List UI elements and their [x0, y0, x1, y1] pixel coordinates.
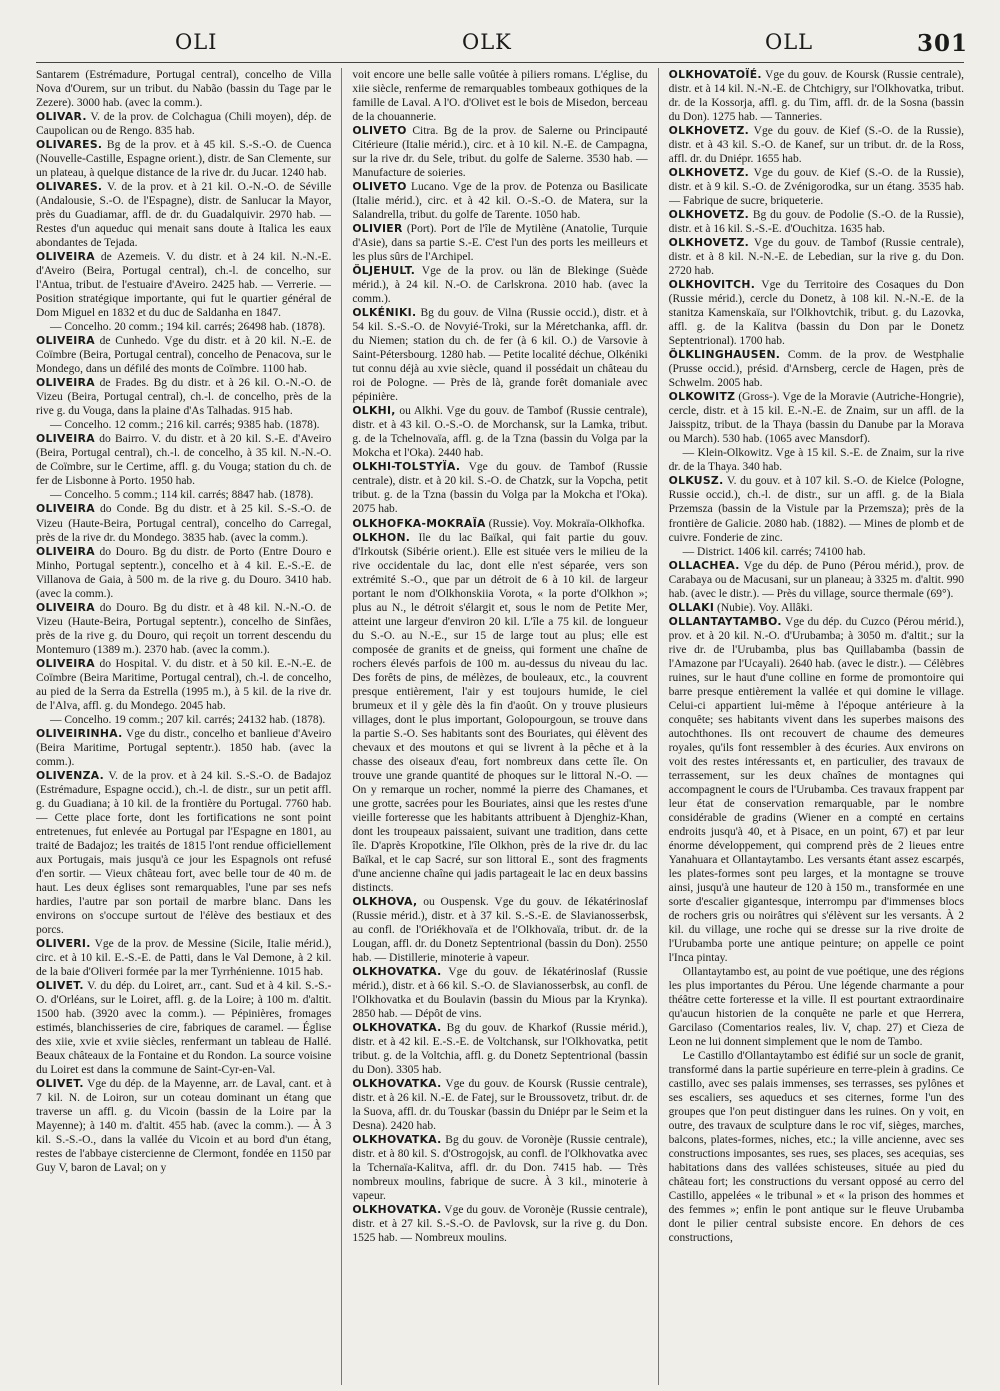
dictionary-entry — [352, 965, 647, 1021]
entry-headword: OLLANTAYTAMBO. — [668, 614, 782, 628]
dictionary-entry — [36, 979, 331, 1077]
dictionary-entry — [669, 68, 964, 124]
dictionary-entry — [36, 376, 331, 418]
dictionary-entry — [352, 180, 647, 222]
entry-headword: OLKHOVITCH. — [668, 278, 756, 292]
header-right-guideword: OLL — [765, 30, 814, 54]
entry-text: Bg du gouv. de Podolie (S.-O. de la Russie), distr. et à 16 kil. S.-S.-E. d'Ouchitza. 1635 hab. — [668, 209, 964, 236]
dictionary-entry — [352, 264, 647, 306]
entry-headword: ÖLJEHULT. — [352, 264, 416, 278]
dictionary-entry — [669, 965, 964, 1049]
dictionary-entry — [352, 531, 647, 895]
entry-text: Vge du gouv. de Iékatérinoslaf (Russie mérid.), distr. et à 66 kil. S.-O. de Slavianosserbsk, au confl. de l'Olkhovatka et du Boulavin (bassin du Mious par la Krynka). 2850 hab. — Dépôt de vins. — [352, 966, 648, 1021]
dictionary-entry — [36, 250, 331, 320]
entry-text: V. du dép. du Loiret, arr., cant. Sud et à 4 kil. S.-S.-O. d'Orléans, sur le Loiret, affl. g. de la Loire; à 100 m. d'altit. 1500 hab. (3920 avec la comm.). — Pépinières, fromages estimés, blanchisseries de cire, fabriques de caramel. — Église des xiie, xvie et xviie siècles, renfermant un tableau de Hallé. Beaux châteaux de la Fontaine et du Rondon. La source voisine du Loiret est dans la commune de Saint-Cyr-en-Val. — [36, 980, 332, 1077]
entry-headword: OLIVENZA. — [36, 768, 105, 782]
column-2 — [352, 68, 647, 1385]
dictionary-entry — [36, 320, 331, 334]
entry-text: (Nubie). Voy. Allâki. — [714, 601, 813, 614]
dictionary-entry — [36, 727, 331, 769]
dictionary-entry — [669, 124, 964, 166]
entry-text: V. du gouv. et à 107 kil. S.-O. de Kielce (Pologne, Russie occid.), ch.-l. de distr., sur un affl. g. de la Biala Przemsza (bassin de la Vistule par la Przemsza); près de la frontière de Galicie. 2080 hab. (1882). — Mines de plomb et de cuivre. Fonderie de zinc. — [668, 475, 964, 544]
entry-text: Lucano. Vge de la prov. de Potenza ou Basilicate (Italie mérid.), circ. et à 42 kil. O.-S.-O. de Matera, sur la Salandrella, tribut. du golfe de Tarente. 1050 hab. — [352, 181, 648, 222]
entry-text: (Gross-). Vge de la Moravie (Autriche-Hongrie), cercle, distr. et à 15 kil. E.-N.-E. de Znaim, sur un affl. de la Jaisspitz, tribut. de la Thaya (bassin du Danube par la Morava ou March). 530 hab. (1065 avec Mansdorf). — [668, 391, 964, 446]
entry-headword: OLKHI, — [352, 404, 396, 418]
dictionary-entry — [669, 545, 964, 559]
dictionary-entry — [36, 138, 331, 180]
dictionary-entry — [352, 306, 647, 404]
header-center-guideword: OLK — [462, 30, 512, 54]
dictionary-entry — [352, 1133, 647, 1203]
entry-text: (Port). Port de l'île de Mytilène (Anatolie, Turquie d'Asie), dans sa partie S.-E. C'est l'un des ports les meilleurs et les plus sûrs de l'Archipel. — [352, 223, 648, 264]
dictionary-entry — [352, 460, 647, 516]
entry-headword: OLKHOVETZ. — [668, 236, 750, 250]
page-number: 301 — [916, 30, 968, 57]
entry-text: V. de la prov. et à 24 kil. S.-S.-O. de Badajoz (Estrémadure, Espagne occid.), ch.-l. de distr., sur un petit affl. g. du Guadiana; à 10 kil. de la frontière du Portugal. 7760 hab. — Cette place forte, dont les fortifications ne sont point entretenues, fut enlevée au Portugal par l'Espagne en 1801, au traité de Badajoz; les traités de 1815 l'ont rendue officiellement aux Portugais, mais jusqu'à ce jour les Espagnols ont refusé d'en sortir. — Vieux château fort, avec belle tour de 40 m. de haut. Les deux églises sont remarquables, l'une par ses nefs hardies, l'autre par son portail de marbre blanc. Dans les environs on s'occupe surtout de l'élève des bestiaux et des porcs. — [36, 769, 332, 936]
dictionary-entry — [352, 222, 647, 264]
header-left-guideword: OLI — [175, 30, 218, 54]
text-columns — [36, 68, 964, 1385]
entry-text: — Concelho. 19 comm.; 207 kil. carrés; 24132 hab. (1878). — [50, 713, 326, 726]
dictionary-entry — [669, 390, 964, 446]
entry-text: Vge du gouv. de Tambof (Russie centrale), distr. et à 20 kil. S.-O. de Chatzk, sur la Vopcha, petit tribut. g. de la Tzna (bassin du Volga par la Mokcha et l'Oka). 2075 hab. — [352, 461, 648, 516]
entry-headword: OLIVARES. — [36, 180, 103, 194]
dictionary-entry — [36, 713, 331, 727]
dictionary-entry — [36, 68, 331, 110]
entry-text: Bg du gouv. de Vilna (Russie occid.), distr. et à 54 kil. S.-S.-O. de Novyié-Troki, sur la Méretchanka, affl. dr. du Niemen; station du ch. de fer (à 6 kil. O.) de Varsovie à Saint-Pétersbourg. 1280 hab. — Petite localité déchue, Olkéniki tut connu déjà au xvie siècle, quand il possédait un château du roi de Pologne. — Près de là, grande forêt domaniale avec pépinière. — [352, 307, 648, 404]
entry-headword: OLKHON. — [352, 530, 411, 544]
entry-headword: OLIVARES. — [36, 138, 103, 152]
dictionary-entry — [669, 474, 964, 544]
dictionary-entry — [352, 68, 647, 124]
entry-headword: ÖLKLINGHAUSEN. — [668, 348, 781, 362]
dictionary-entry — [36, 488, 331, 502]
entry-headword: OLIVEIRA — [36, 334, 95, 348]
entry-text: do Douro. Bg du distr. de Porto (Entre Douro e Minho, Portugal septentr.), concelho et à 4 kil. E.-S.-E. de Villanova de Gaia, à 500 m. de la rive g. du Douro. 3410 hab. (avec la comm.). — [36, 545, 332, 600]
entry-headword: OLKHOVATKA. — [352, 1021, 442, 1035]
entry-text: Vge du gouv. de Koursk (Russie centrale), distr. et à 14 kil. N.-N.-E. de Chtchigry, sur l'Olkhovatka, tribut. dr. de la Kossorja, affl. g. du Tim, affl. dr. de la Sosna (bassin du Don). 1275 hab. — Tanneries. — [668, 69, 964, 124]
entry-text: ou Ouspensk. Vge du gouv. de Iékatérinoslaf (Russie mérid.), distr. et à 37 kil. S.-S.-E. de Slavianosserbsk, au confl. de l'Oriékhovaïa et de l'Olkhovaïa, tribut. dr. de la Lougan, affl. dr. du Donetz Septentrional (bassin du Don). 2550 hab. — Distillerie, minoterie à vapeur. — [352, 895, 648, 964]
entry-headword: OLIVETO — [352, 124, 407, 138]
dictionary-entry — [36, 937, 331, 979]
entry-headword: OLIVEIRA — [36, 656, 95, 670]
entry-text: Ollantaytambo est, au point de vue poétique, une des régions les plus importantes du Pérou. Une légende charmante a pour théâtre cette forteresse et la ville. Il est pourtant extraordinaire qu'aucun historien de la conquête ne parle et que Herrera, Garcilaso (Comentarios reales, liv. V, chap. 27) et Cieza de Leon ne lui donnent simplement que le nom de Tambo. — [668, 966, 964, 1049]
entry-text: Vge du distr., concelho et banlieue d'Aveiro (Beira Maritime, Portugal septentr.). 1850 hab. (avec la comm.). — [36, 727, 332, 768]
entry-text: V. de la prov. de Colchagua (Chili moyen), dép. de Caupolican ou de Rengo. 835 hab. — [36, 111, 332, 138]
entry-headword: OLKHOVETZ. — [668, 124, 750, 138]
entry-headword: OLKHOVATKA. — [352, 1203, 442, 1217]
dictionary-entry — [669, 236, 964, 278]
entry-headword: OLKHOVATOÏÉ. — [668, 68, 762, 81]
entry-headword: OLKOWITZ — [668, 390, 736, 404]
entry-text: — Concelho. 5 comm.; 114 kil. carrés; 8847 hab. (1878). — [50, 489, 314, 502]
dictionary-entry — [669, 601, 964, 615]
entry-headword: OLIVEIRINHA. — [36, 726, 123, 740]
dictionary-entry — [352, 404, 647, 460]
dictionary-entry — [352, 124, 647, 180]
entry-text: — Concelho. 12 comm.; 216 kil. carrés; 9385 hab. (1878). — [50, 419, 320, 432]
entry-text: Santarem (Estrémadure, Portugal central), concelho de Villa Nova d'Ourem, sur un tribut. du Nabão (bassin du Tage par le Zezere). 3000 hab. (avec la comm.). — [36, 69, 332, 110]
entry-headword: OLKHI-TOLSTYÏA. — [352, 460, 461, 474]
dictionary-entry — [36, 657, 331, 713]
entry-text: Vge de la prov. ou län de Blekinge (Suède mérid.), à 24 kil. N.-O. de Carlskrona. 2010 hab. (avec la comm.). — [352, 265, 648, 306]
entry-text: V. de la prov. et à 21 kil. O.-N.-O. de Séville (Andalousie, S.-O. de l'Espagne), distr. de Sanlucar la Mayor, près du Guadiamar, affl. de dr. du Guadalquivir. 2970 hab. — Restes d'un aqueduc qui menait sans doute à Italica les eaux abondantes de Tejada. — [36, 181, 332, 250]
dictionary-entry — [352, 1077, 647, 1133]
dictionary-entry — [669, 446, 964, 474]
entry-text: Vge de la prov. de Messine (Sicile, Italie mérid.), circ. et à 10 kil. E.-S.-E. de Patti, dans le Val Demone, à 2 kil. de la baie d'Oliveri formée par la mer Tyrrhénienne. 1015 hab. — [36, 937, 332, 978]
entry-headword: OLKHOVATKA. — [352, 1077, 442, 1091]
entry-text: voit encore une belle salle voûtée à piliers romans. L'église, du xiie siècle, renferme de remarquables tombeaux gothiques de la famille de Laval. A l'O. d'Olivet est le bois de Misedon, berceau de la chouannerie. — [352, 69, 648, 124]
entry-text: Vge du Territoire des Cosaques du Don (Russie mérid.), cercle du Donetz, à 108 kil. N.-N.-E. de la stanitza Kamenskaïa, sur l'Olkhovtchik, tribut. g. du Lazovka, affl. g. de la Kalitva (bassin du Don par le Donetz Septentrional). 1700 hab. — [668, 279, 964, 348]
entry-text: Bg du gouv. de Voronèje (Russie centrale), distr. et à 80 kil. S. d'Ostrogojsk, au confl. de l'Olkhovatka avec la Tchernaïa-Kalitva, affl. dr. du Don. 7415 hab. — Très nombreux moulins, fabrique de sucre. À 3 kil., minoterie à vapeur. — [352, 1134, 648, 1203]
entry-headword: OLIVEIRA — [36, 432, 95, 446]
entry-text: de Frades. Bg du distr. et à 26 kil. O.-N.-O. de Vizeu (Beira, Portugal central), ch.-l. de concelho, près de la rive g. du Vouga, dans la plaine d'As Talhadas. 915 hab. — [36, 377, 332, 418]
entry-headword: OLIVEIRA — [36, 600, 95, 614]
entry-headword: OLKHOFKA-MOKRAÏA — [352, 516, 486, 530]
entry-text: Vge du dép. de la Mayenne, arr. de Laval, cant. et à 7 kil. N. de Loiron, sur un coteau dominant un étang que traverse un affl. g. du Vicoin (bassin de la Loire par la Mayenne); à 140 m. d'altit. 455 hab. (avec la comm.). — À 3 kil. S.-S.-O., dans la vallée du Vicoin et au bord d'un étang, restes de l'abbaye cistercienne de Clermont, fondée en 1150 par Guy V, baron de Laval; on y — [36, 1078, 332, 1175]
entry-headword: OLIVETO — [352, 180, 407, 194]
dictionary-entry — [36, 1077, 331, 1175]
entry-headword: OLKHOVETZ. — [668, 166, 750, 180]
entry-text: de Azemeis. V. du distr. et à 24 kil. N.-N.-E. d'Aveiro (Beira, Portugal central), ch.-l. de concelho, sur l'Antua, tribut. de l'estuaire d'Aveiro. 2425 hab. — Verrerie. — Position stratégique importante, qui fut le quartier général de Dom Miguel en 1832 et du duc de Saldanha en 1847. — [36, 251, 332, 320]
entry-text: ou Alkhi. Vge du gouv. de Tambof (Russie centrale), distr. et à 43 kil. O.-S.-O. de Morchansk, sur la Lamka, tribut. g. de la Tchelnovaïa, affl. g. de la Tzna (bassin du Volga par la Mokcha et l'Oka). 2440 hab. — [352, 405, 648, 460]
entry-text: — Klein-Olkowitz. Vge à 15 kil. S.-E. de Znaim, sur la rive dr. de la Thaya. 340 hab. — [668, 447, 964, 474]
running-header — [32, 30, 968, 60]
dictionary-entry — [36, 334, 331, 376]
entry-text: do Douro. Bg du distr. et à 48 kil. N.-N.-O. de Vizeu (Haute-Beira, Portugal septentr.), concelho de Sinfães, près de la rive g. du Douro, qui reçoit un torrent descendu du Montemuro (1389 m.). 2370 hab. (avec la comm.). — [36, 601, 332, 656]
column-1 — [36, 68, 331, 1385]
entry-headword: OLIVEIRA — [36, 502, 95, 516]
dictionary-entry — [352, 517, 647, 531]
dictionary-entry — [669, 559, 964, 601]
entry-headword: OLIVEIRA — [36, 250, 95, 264]
dictionary-entry — [669, 166, 964, 208]
dictionary-entry — [36, 769, 331, 937]
column-divider — [341, 68, 342, 1385]
entry-text: Bg du gouv. de Kharkof (Russie mérid.), distr. et à 42 kil. E.-S.-E. de Voltchansk, sur l'Olkhovatka, petit tribut. g. de la Voltchia, affl. g. du Donetz Septentrional (bassin du Don). 3305 hab. — [352, 1022, 648, 1077]
entry-headword: OLIVET. — [36, 1077, 84, 1091]
dictionary-entry — [36, 180, 331, 250]
entry-text: Comm. de la prov. de Westphalie (Prusse occid.), présid. d'Arnsberg, cercle de Hagen, près de Schwelm. 2005 hab. — [668, 349, 964, 390]
entry-headword: OLKUSZ. — [668, 474, 724, 488]
entry-text: Citra. Bg de la prov. de Salerne ou Principauté Citérieure (Italie mérid.), circ. et à 10 kil. N.-E. de Campagna, sur la rive dr. du Sele, tribut. du golfe de Salerne. 3530 hab. — Manufacture de soieries. — [352, 125, 648, 180]
dictionary-entry — [669, 278, 964, 348]
header-rule — [36, 62, 964, 63]
entry-headword: OLIVERI. — [36, 936, 91, 950]
entry-headword: OLKHOVETZ. — [668, 208, 750, 222]
entry-text: Vge du dép. du Cuzco (Pérou mérid.), prov. et à 20 kil. N.-O. d'Urubamba; à 3050 m. d'altit.; sur la rive dr. de l'Urubamba, plus bas Quillabamba (bassin de l'Amazone par l'Ucayali). 2640 hab. (avec le distr.). — Célèbres ruines, sur le haut d'une colline en forme de promontoire qui barre presque entièrement la vallée et qui domine le village. Celui-ci appartient lui-même à l'époque antérieure à la conquête; ses habitants vivent dans les superbes maisons des autochthones. Ils ont recouvert de chaume des demeures royales, qu'ils font ressembler à des écuries. Aux environs on voit des restes intéressants et, en particulier, des travaux de terrassement, sur les deux chaînes de montagnes qui accompagnent le cours de l'Urubamba. Ces travaux frappent par leur état de conservation remarquable, par le nombre considérable de gradins (Wiener en a compté en certains endroits jusqu'à 40, et à Pisace, en un point, 67) et par leur énorme développement, qui comprend près de 2 lieues entre Yanahuara et Ollantaytambo. Les versants étant assez escarpés, les plates-formes sont peu larges, et la montagne se trouve ainsi, jusqu'à une hauteur de 120 à 150 m., transformée en une sorte d'escalier gigantesque, interrompu par d'immenses blocs de rochers gris ou noirâtres qui s'élèvent sur les versants. À 2 kil. du village, une roche qui se dresse sur la rive droite de l'Urubamba porte une antique peinture; on appelle ce point l'Inca pintay. — [668, 615, 964, 964]
entry-text: — Concelho. 20 comm.; 194 kil. carrés; 26498 hab. (1878). — [50, 321, 326, 334]
entry-headword: OLKÉNIKI. — [352, 306, 417, 320]
entry-headword: OLIVEIRA — [36, 544, 95, 558]
column-divider — [658, 68, 659, 1385]
column-3 — [669, 68, 964, 1385]
entry-text: Vge du gouv. de Kief (S.-O. de la Russie), distr. et à 43 kil. S.-O. de Kanef, sur un tribut. dr. de la Ross, affl. dr. du Dniépr. 1655 hab. — [668, 125, 964, 166]
entry-headword: OLKHOVATKA. — [352, 965, 442, 978]
dictionary-entry — [669, 1049, 964, 1245]
dictionary-entry — [36, 545, 331, 601]
entry-text: Vge du gouv. de Koursk (Russie centrale), distr. et à 26 kil. N.-E. de Fatej, sur le Broussovetz, tribut. dr. de la Suova, affl. dr. du Touskar (bassin du Dniépr par le Seim et la Desna). 2420 hab. — [352, 1078, 648, 1133]
entry-text: Vge du dép. de Puno (Pérou mérid.), prov. de Carabaya ou de Macusani, sur un planeau; à 3325 m. d'altit. 990 hab. (avec le distr.). — Près du village, source thermale (69°). — [668, 559, 964, 600]
entry-headword: OLLAKI — [668, 600, 715, 614]
entry-text: Vge du gouv. de Kief (S.-O. de la Russie), distr. et à 9 kil. S.-O. de Zvénigorodka, sur un étang. 3535 hab. — Fabrique de sucre, briqueterie. — [668, 167, 964, 208]
dictionary-entry — [36, 601, 331, 657]
dictionary-entry — [669, 208, 964, 236]
entry-text: do Bairro. V. du distr. et à 20 kil. S.-E. d'Aveiro (Beira, Portugal central), ch.-l. de concelho, à 35 kil. N.-N.-O. de Coïmbre, sur le Certime, affl. g. du Vouga; station du ch. de fer de Lisbonne à Porto. 1950 hab. — [36, 433, 332, 488]
entry-text: Bg de la prov. et à 45 kil. S.-S.-O. de Cuenca (Nouvelle-Castille, Espagne orient.), distr. de San Clemente, sur un plateau, à quelque distance de la rive dr. du Jucar. 1240 hab. — [36, 139, 332, 180]
entry-text: (Russie). Voy. Mokraïa-Olkhofka. — [485, 517, 645, 530]
dictionary-entry — [669, 348, 964, 390]
entry-headword: OLKHOVATKA. — [352, 1133, 442, 1147]
entry-text: do Conde. Bg du distr. et à 25 kil. S.-S.-O. de Vizeu (Haute-Beira, Portugal central), concelho do Carregal, près de la rive dr. du Mondego. 3835 hab. (avec la comm.). — [36, 503, 332, 544]
dictionary-entry — [36, 432, 331, 488]
dictionary-entry — [36, 418, 331, 432]
entry-headword: OLIVIER — [352, 222, 403, 236]
entry-text: Le Castillo d'Ollantaytambo est édifié sur un socle de granit, transformé dans la partie supérieure en terre-plein à gradins. Ce castillo, avec ses palais immenses, ses terrasses, ses pylônes et ses escaliers, ses aqueducs et ses citernes, forme l'un des groupes que l'on peut distinguer dans les ruines. On y voit, en outre, des travaux de sculpture dans le roc vif, sièges, marches, balcons, plates-formes, niches, etc.; la ville ancienne, avec ses constructions imposantes, ses rues, ses places, ses acequias, ses habitations dans des vallées schisteuses, située au pied du château fort; les constructions du versant opposé au cerro del Castillo, appelées « le tribunal » et « la prison des hommes et des femmes »; enfin le pont antique sur le fleuve Urubamba dont le pilier central subsiste encore. En dehors de ces constructions, — [668, 1050, 964, 1245]
entry-text: Vge du gouv. de Voronèje (Russie centrale), distr. et à 27 kil. S.-S.-O. de Pavlovsk, sur la rive g. du Don. 1525 hab. — Nombreux moulins. — [352, 1204, 648, 1245]
entry-text: de Cunhedo. Vge du distr. et à 20 kil. N.-E. de Coïmbre (Beira, Portugal central), concelho de Penacova, sur le Mondego, dans un défilé des monts de Coïmbre. 1100 hab. — [36, 335, 332, 376]
dictionary-entry — [36, 110, 331, 138]
dictionary-entry — [669, 615, 964, 965]
dictionary-entry — [352, 1021, 647, 1077]
dictionary-entry — [352, 1203, 647, 1245]
entry-text: Vge du gouv. de Tambof (Russie centrale), distr. et à 8 kil. N.-N.-E. de Lebedian, sur la rive g. du Don. 2720 hab. — [668, 237, 964, 278]
entry-headword: OLIVAR. — [36, 110, 87, 124]
entry-headword: OLLACHEA. — [668, 558, 740, 572]
entry-headword: OLKHOVA, — [352, 894, 418, 908]
entry-text: — District. 1406 kil. carrés; 74100 hab. — [682, 545, 866, 558]
dictionary-entry — [36, 502, 331, 544]
entry-text: do Hospital. V. du distr. et à 50 kil. E.-N.-E. de Coïmbre (Beira Maritime, Portugal central), ch.-l. de concelho, au pied de la Serra da Estrella (1995 m.), à 5 kil. de la rive dr. de l'Alva, affl. g. du Mondego. 2045 hab. — [36, 657, 332, 712]
entry-headword: OLIVEIRA — [36, 376, 95, 390]
dictionary-entry — [352, 895, 647, 965]
entry-text: Ile du lac Baïkal, qui fait partie du gouv. d'Irkoutsk (Sibérie orient.). Elle est située vers le milieu de la rive occidentale du lac, dont elle n'est séparée, vers son extrémité S.-O., que par un détroit de 6 à 10 kil. de largeur portant le nom d'Olkhonskiia Vorota, « la porte d'Olkhon »; plus au N., le détroit s'élargit et, sous le nom de Petite Mer, atteint une largeur d'environ 20 kil. L'île a 75 kil. de longueur du S.-O. au N.-E., sur 15 de large tout au plus; elle est composée de granits et de gneiss, qui forment une chaîne de rochers élevés parfois de 100 m. au-dessus du niveau du lac. Des forêts de pins, de mélèzes, de bouleaux, etc., la couvrent presque entièrement, l'air y est toujours humide, le ciel brumeux et il y gèle dès la fin d'août. On y trouve plusieurs villages, dont le plus important, Golopourgoun, se trouve dans la partie S.-O. Ses habitants sont des Bouriates, qui élèvent des chevaux et des moutons et qui se livrent à la pêche et à la chasse des oiseaux d'eau, fort nombreux dans cette île. On trouve une grande quantité de phoques sur le littoral N.-O. — On y remarque un rocher, nommé la pierre des Chamanes, et une grotte, sacrées pour les Bouriates, ainsi que les restes d'une vieille forteresse que les habitants attribuent à Djenghiz-Khan, dont les troupeaux paissaient, suivant une tradition, dans cette île. D'après Kropotkine, l'île Olkhon, près de la rive dr. du lac Baïkal, et le cap Sacré, sur son littoral E., sont des fragments d'une ancienne chaîne qui jadis partageait le lac en deux bassins distincts. — [352, 531, 648, 894]
entry-headword: OLIVET. — [36, 979, 84, 993]
